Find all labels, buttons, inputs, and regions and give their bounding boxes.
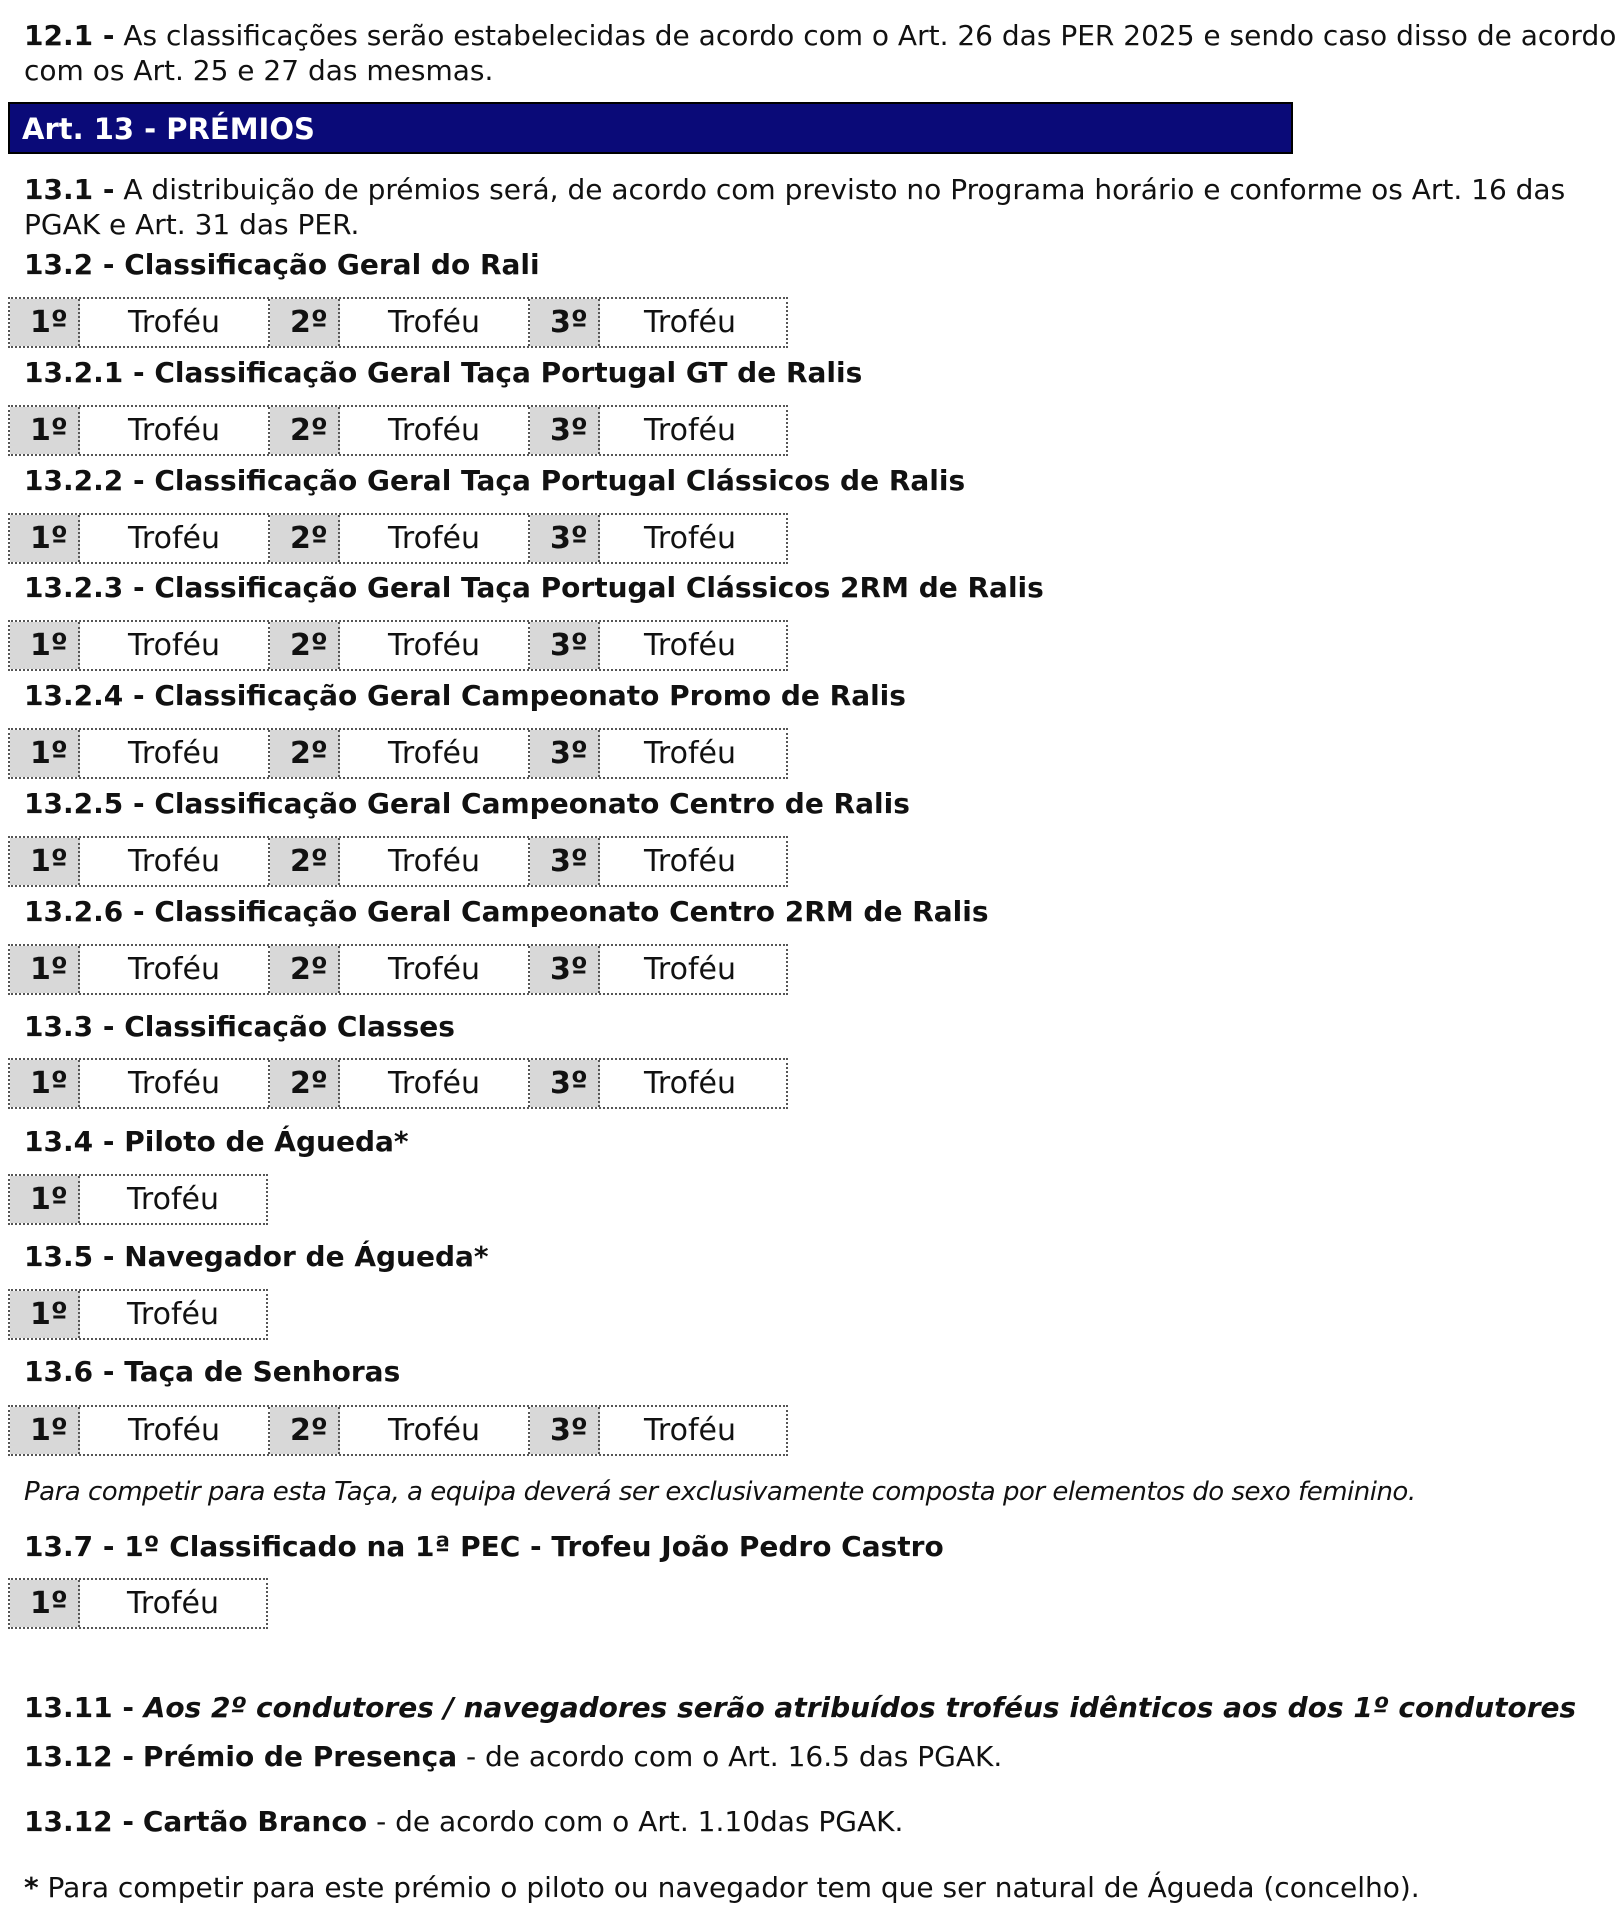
prize-trophy-cell: Troféu — [340, 622, 530, 669]
section-heading: 13.7 - 1º Classificado na 1ª PEC - Trofeu João Pedro Castro — [24, 1530, 944, 1563]
art-13-12-presence-label: Prémio de Presença — [142, 1740, 458, 1773]
prize-table — [8, 1058, 788, 1109]
section-heading: 13.2.4 - Classificação Geral Campeonato Promo de Ralis — [24, 679, 906, 712]
prize-place-cell: 1º — [10, 1580, 80, 1627]
prize-place-cell: 1º — [10, 515, 80, 562]
prize-place-cell: 3º — [530, 1060, 600, 1107]
prize-trophy-cell: Troféu — [644, 1413, 736, 1448]
prize-table — [8, 728, 788, 779]
art-13-12-white-card-number: 13.12 - — [24, 1805, 134, 1838]
section-heading: 13.4 - Piloto de Águeda* — [24, 1125, 409, 1158]
prize-place-cell: 1º — [10, 1407, 80, 1454]
art-13-12-presence-number: 13.12 - — [24, 1740, 134, 1773]
prize-table — [8, 1289, 268, 1340]
prize-place-cell: 1º — [10, 946, 80, 993]
section-heading: 13.2.3 - Classificação Geral Taça Portugal Clássicos 2RM de Ralis — [24, 571, 1044, 604]
prize-table — [8, 1174, 268, 1225]
section-heading: 13.3 - Classificação Classes — [24, 1010, 455, 1043]
prize-place-cell: 2º — [270, 515, 340, 562]
prize-place-cell: 3º — [530, 1407, 600, 1454]
section-heading: 13.2.1 - Classificação Geral Taça Portugal GT de Ralis — [24, 356, 863, 389]
prize-trophy-cell: Troféu — [80, 407, 270, 454]
prize-table — [8, 297, 788, 348]
art-13-1-number: 13.1 - — [24, 173, 115, 206]
prize-trophy-cell: Troféu — [127, 1586, 219, 1621]
prize-trophy-cell: Troféu — [127, 1182, 219, 1217]
section-heading: 13.2.6 - Classificação Geral Campeonato Centro 2RM de Ralis — [24, 895, 989, 928]
art-13-12-white-card-label: Cartão Branco — [142, 1805, 368, 1838]
prize-trophy-cell: Troféu — [80, 730, 270, 777]
art-13-1-text-line2: PGAK e Art. 31 das PER. — [24, 208, 360, 241]
prize-table — [8, 513, 788, 564]
prize-place-cell: 1º — [10, 407, 80, 454]
prize-trophy-cell: Troféu — [340, 1407, 530, 1454]
prize-place-cell: 2º — [270, 730, 340, 777]
section-heading: 13.6 - Taça de Senhoras — [24, 1355, 401, 1388]
footnote — [24, 1870, 1420, 1905]
art-13-11-number: 13.11 - — [24, 1691, 134, 1724]
prize-table — [8, 405, 788, 456]
prize-trophy-cell: Troféu — [644, 1066, 736, 1101]
art-13-11-text: Aos 2º condutores / navegadores serão atribuídos troféus idênticos aos dos 1º condutores — [143, 1691, 1577, 1724]
prize-trophy-cell: Troféu — [644, 305, 736, 340]
art-12-1-paragraph — [24, 18, 1616, 88]
art-13-banner — [8, 102, 1293, 154]
prize-place-cell: 3º — [530, 622, 600, 669]
prize-trophy-cell: Troféu — [80, 838, 270, 885]
section-heading: 13.2.2 - Classificação Geral Taça Portugal Clássicos de Ralis — [24, 464, 966, 497]
prize-trophy-cell: Troféu — [340, 299, 530, 346]
prize-trophy-cell: Troféu — [80, 946, 270, 993]
prize-trophy-cell: Troféu — [80, 515, 270, 562]
prize-place-cell: 1º — [10, 622, 80, 669]
section-heading: 13.5 - Navegador de Águeda* — [24, 1240, 489, 1273]
prize-place-cell: 1º — [10, 1291, 80, 1338]
prize-table — [8, 836, 788, 887]
prize-trophy-cell: Troféu — [644, 952, 736, 987]
prize-trophy-cell: Troféu — [644, 413, 736, 448]
prize-table — [8, 1578, 268, 1629]
prize-table — [8, 1405, 788, 1456]
prize-trophy-cell: Troféu — [80, 1060, 270, 1107]
prize-trophy-cell: Troféu — [340, 946, 530, 993]
art-13-12-presence-text: - de acordo com o Art. 16.5 das PGAK. — [457, 1740, 1003, 1773]
section-heading: 13.2 - Classificação Geral do Rali — [24, 248, 540, 281]
prize-table — [8, 944, 788, 995]
prize-place-cell: 1º — [10, 730, 80, 777]
prize-place-cell: 2º — [270, 622, 340, 669]
art-13-11-paragraph — [24, 1690, 1577, 1725]
prize-trophy-cell: Troféu — [80, 1407, 270, 1454]
art-12-1-text-line2: com os Art. 25 e 27 das mesmas. — [24, 54, 494, 87]
footnote-text: Para competir para este prémio o piloto ou navegador tem que ser natural de Águeda (concelho). — [38, 1871, 1420, 1904]
art-12-1-text-line1: As classificações serão estabelecidas de acordo com o Art. 26 das PER 2025 e sendo caso disso de acordo — [123, 19, 1616, 52]
prize-place-cell: 2º — [270, 299, 340, 346]
prize-place-cell: 2º — [270, 1060, 340, 1107]
prize-place-cell: 1º — [10, 1176, 80, 1223]
senhoras-note: Para competir para esta Taça, a equipa deverá ser exclusivamente composta por elementos do sexo feminino. — [24, 1477, 1416, 1507]
prize-trophy-cell: Troféu — [340, 838, 530, 885]
prize-place-cell: 1º — [10, 1060, 80, 1107]
section-heading: 13.2.5 - Classificação Geral Campeonato Centro de Ralis — [24, 787, 910, 820]
prize-trophy-cell: Troféu — [340, 515, 530, 562]
prize-trophy-cell: Troféu — [340, 730, 530, 777]
art-13-1-paragraph — [24, 172, 1566, 242]
prize-trophy-cell: Troféu — [80, 299, 270, 346]
prize-place-cell: 3º — [530, 515, 600, 562]
prize-place-cell: 2º — [270, 946, 340, 993]
prize-place-cell: 1º — [10, 838, 80, 885]
prize-trophy-cell: Troféu — [340, 1060, 530, 1107]
prize-place-cell: 3º — [530, 946, 600, 993]
prize-trophy-cell: Troféu — [80, 622, 270, 669]
art-13-12-presence-paragraph — [24, 1739, 1310, 1774]
prize-place-cell: 2º — [270, 838, 340, 885]
art-13-12-white-card-text: - de acordo com o Art. 1.10das PGAK. — [367, 1805, 904, 1838]
prize-trophy-cell: Troféu — [127, 1297, 219, 1332]
prize-trophy-cell: Troféu — [340, 407, 530, 454]
prize-place-cell: 1º — [10, 299, 80, 346]
prize-trophy-cell: Troféu — [644, 736, 736, 771]
prize-place-cell: 2º — [270, 1407, 340, 1454]
art-13-1-text-line1: A distribuição de prémios será, de acordo com previsto no Programa horário e conforme os Art. 16 das — [123, 173, 1566, 206]
footnote-mark: * — [24, 1871, 39, 1904]
prize-trophy-cell: Troféu — [644, 844, 736, 879]
prize-table — [8, 620, 788, 671]
art-13-banner-title: Art. 13 - PRÉMIOS — [22, 112, 315, 146]
prize-place-cell: 2º — [270, 407, 340, 454]
art-13-12-white-card-paragraph — [24, 1804, 1310, 1839]
prize-place-cell: 3º — [530, 838, 600, 885]
prize-trophy-cell: Troféu — [644, 628, 736, 663]
art-12-1-number: 12.1 - — [24, 19, 115, 52]
prize-place-cell: 3º — [530, 299, 600, 346]
prize-place-cell: 3º — [530, 407, 600, 454]
prize-trophy-cell: Troféu — [644, 521, 736, 556]
prize-place-cell: 3º — [530, 730, 600, 777]
